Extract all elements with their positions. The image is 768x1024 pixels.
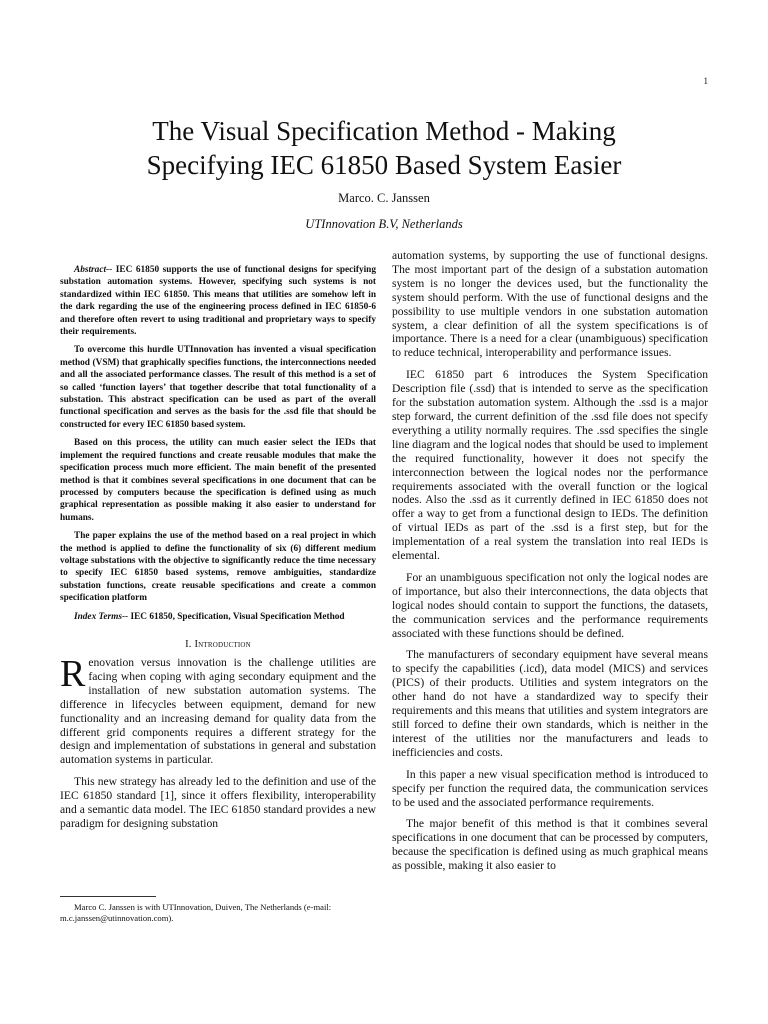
footnote-rule bbox=[60, 896, 156, 897]
intro-paragraph-1 bbox=[60, 652, 376, 767]
abstract-paragraph-2: To overcome this hurdle UTInnovation has invented a visual specification method (VSM) that graphically specifies functions, the interconnections needed and all the associated performance classes. The result of this method is a set of so called ‘function layers’ that together describe that total functionality of a substation. This abstract specification can be used as part of the overall functional specification and serves as the basis for the .ssd file that should be constructed for every IEC 61850 based system. bbox=[60, 345, 376, 430]
right-paragraph-2: IEC 61850 part 6 introduces the System Specification Description file (.ssd) that is intended to serve as the specification for the substation automation system. Although the .ssd is a major step forward, the current definition of the .ssd file does not specify everything a utility normally requires. The .ssd specifies the single line diagram and the logical nodes that should be used to implement the required functionality, however it does not specify the interconnection between the logical nodes nor the performance requirements associated with the overall function or the logical nodes. Also the .ssd as it currently defined in IEC 61850 does not offer a way to get from a functional design to IEDs. The definition of virtual IEDs as part of the .ssd is a first step, but for the implementation of a real system the translation into real IEDs is elemental. bbox=[392, 368, 708, 563]
abstract-paragraph-3: Based on this process, the utility can much easier select the IEDs that implement the required functions and create reusable modules that make the specification process much more efficient. The main benefit of the presented method is that it combines several specifications in one document that can be processed by computers because the specification is defined using as much graphical representation as possible making it also easier to understand for humans. bbox=[60, 438, 376, 523]
right-paragraph-6: The major benefit of this method is that it combines several specifications in one document that can be processed by computers, because the specification is defined using as much graphical means as possible, making it also easier to bbox=[392, 817, 708, 873]
footnote: Marco C. Janssen is with UTInnovation, Duiven, The Netherlands (e-mail: m.c.janssen@utinnovation.com). bbox=[60, 902, 332, 924]
index-terms bbox=[60, 611, 376, 623]
introduction-body bbox=[60, 652, 376, 831]
abstract-lead: Abstract-- bbox=[74, 265, 113, 275]
right-paragraph-5: In this paper a new visual specification method is introduced to specify per function the required data, the communication services to be used and the associated performance requirements. bbox=[392, 767, 708, 809]
page-number: 1 bbox=[703, 76, 708, 86]
index-terms-lead: Index Terms-- bbox=[74, 611, 129, 622]
left-column bbox=[60, 264, 376, 839]
section-heading-introduction: I. Introduction bbox=[185, 638, 251, 650]
index-terms-text: IEC 61850, Specification, Visual Specification Method bbox=[128, 611, 345, 622]
abstract-text-1: IEC 61850 supports the use of functional designs for specifying substation automation systems. However, specifying such systems is not standardized within IEC 61850. This means that utilities are somehow left in the dark regarding the use of the engineering process defined in IEC 61850-6 and therefore often revert to using traditional and proprietary ways to specify their requirements. bbox=[60, 265, 376, 338]
drop-cap: R bbox=[60, 652, 86, 695]
intro-text-1: enovation versus innovation is the challenge utilities are facing when coping with aging secondary equipment and the installation of new substation automation systems. The difference in lifecycles between equipment, demand for new functionality and an increasing demand for quality data from the different grid components requires a different strategy for the design and implementation of substations in general and substation automation systems in particular. bbox=[60, 655, 376, 767]
affiliation: UTInnovation B.V, Netherlands bbox=[305, 217, 463, 231]
right-paragraph-3: For an unambiguous specification not only the logical nodes are of importance, but also their interconnections, the data objects that logical nodes should contain to support the functions, the datasets, the communication services and the performance requirements associated with these functions should be defined. bbox=[392, 570, 708, 640]
author: Marco. C. Janssen bbox=[338, 191, 430, 205]
abstract-paragraph-4: The paper explains the use of the method based on a real project in which the method is applied to define the functionality of six (6) different medium voltage substations with the objective to significantly reduce the time necessary to specify IEC 61850 based systems, remove ambiguities, standardize substation functions, create reusable specifications and create a common specification platform bbox=[60, 531, 376, 604]
abstract-paragraph-1 bbox=[60, 264, 376, 338]
abstract bbox=[60, 264, 376, 605]
paper-title bbox=[60, 114, 708, 182]
title-line-1: The Visual Specification Method - Making bbox=[152, 116, 616, 146]
right-paragraph-1: automation systems, by supporting the use of functional designs. The most important part of the design of a substation automation system is no longer the devices used, but the functionality the system should perform. With the use of functional designs and the possibility to use multiple vendors in one substation automation system, a clear definition of all the system specifications is of importance. There is a need for a clear (unambiguous) specification to reduce technical, interoperability and performance issues. bbox=[392, 249, 708, 360]
title-line-2: Specifying IEC 61850 Based System Easier bbox=[146, 150, 622, 180]
intro-paragraph-2: This new strategy has already led to the definition and use of the IEC 61850 standard [1], since it offers flexibility, interoperability and a semantic data model. The IEC 61850 standard provides a new paradigm for designing substation bbox=[60, 775, 376, 830]
right-column bbox=[392, 249, 708, 881]
right-paragraph-4: The manufacturers of secondary equipment have several means to specify the capabilities (.icd), data model (MICS) and services (PICS) of their products. Utilities and system integrators on the other hand do not have a standardized way to specify their requirements and this means that utilities and system integrators are still forced to define their own standards, which is neither in the interest of the utilities nor the manufacturers and leads to inefficiencies and costs. bbox=[392, 648, 708, 759]
